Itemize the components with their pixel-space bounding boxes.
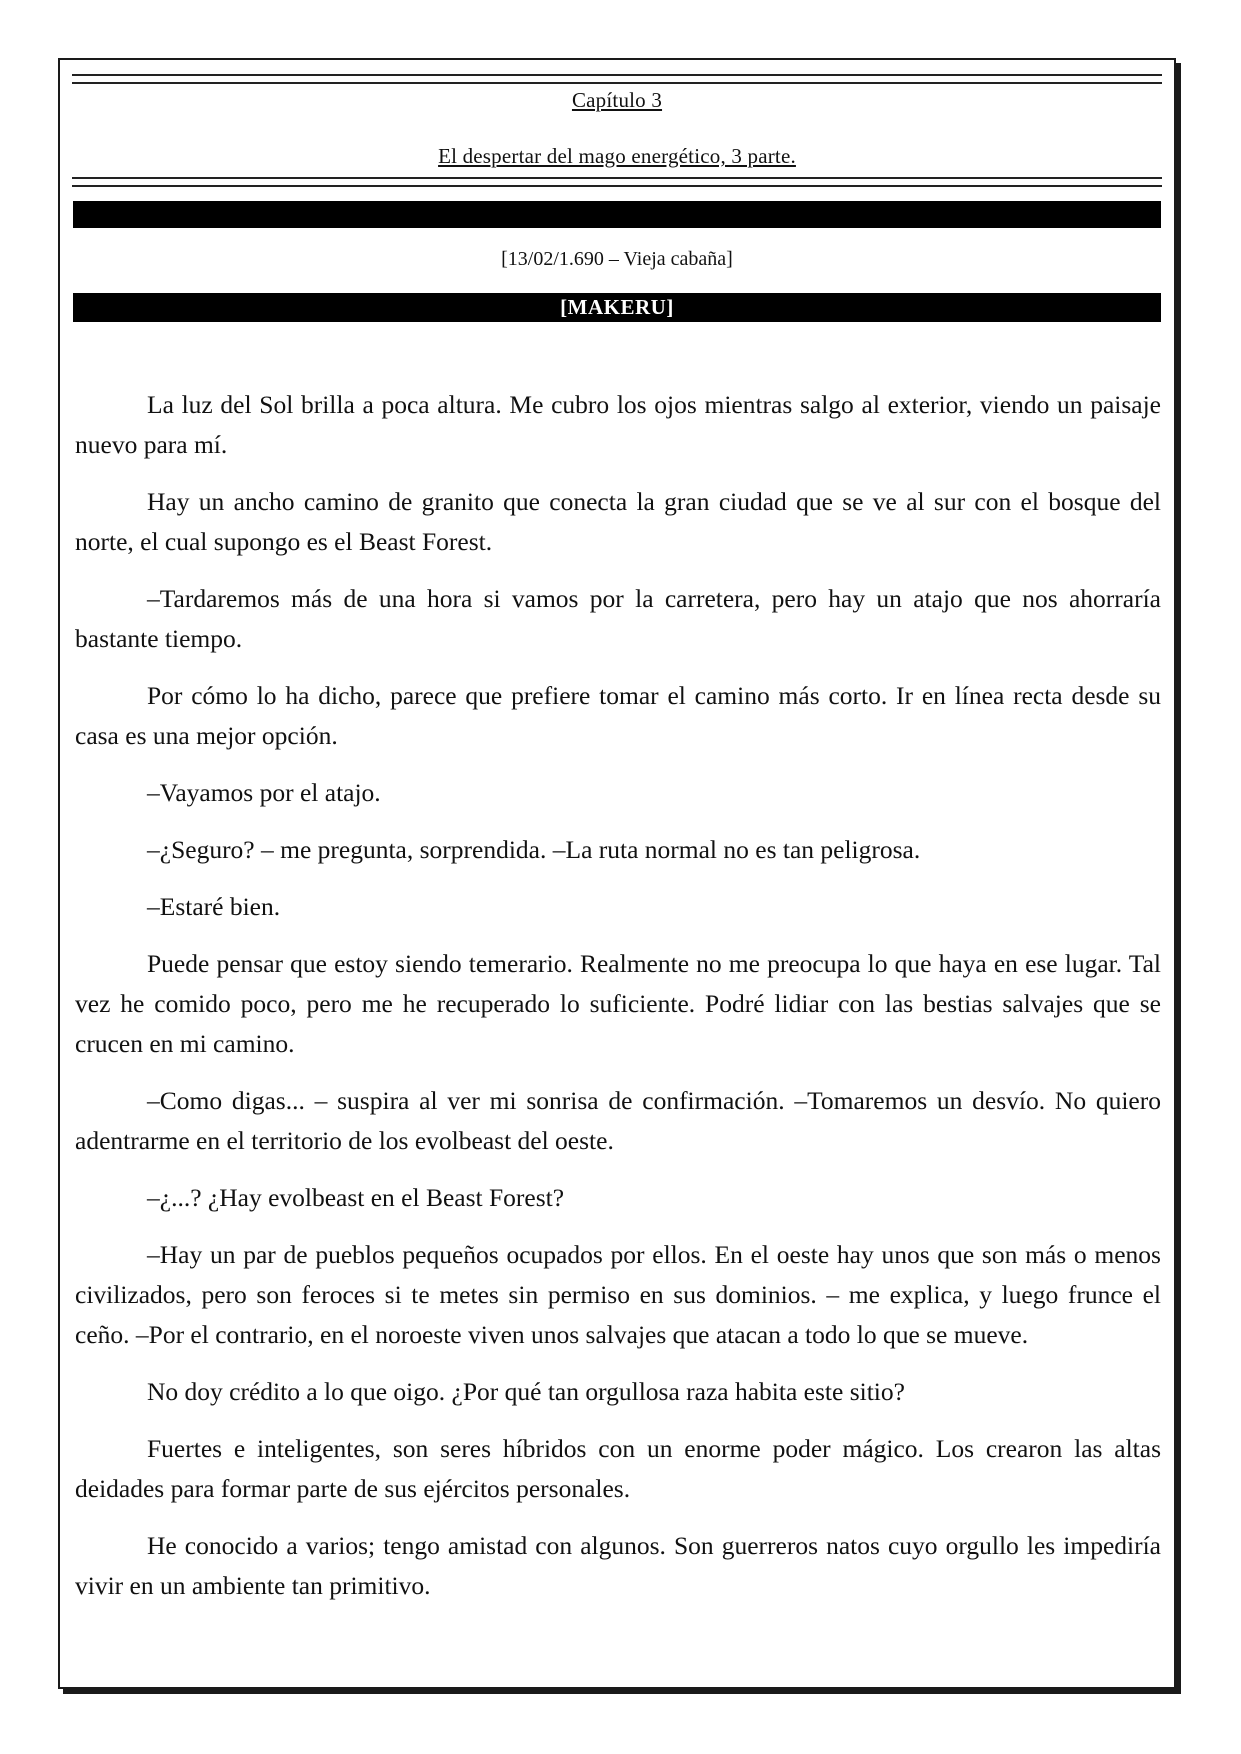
paragraph: –Vayamos por el atajo. [147,778,381,807]
paragraph: No doy crédito a lo que oigo. ¿Por qué tan orgullosa raza habita este sitio? [147,1377,905,1406]
paragraph: Puede pensar que estoy siendo temerario. Realmente no me preocupa lo que haya en ese lugar. Tal vez he comido poco, pero me he recuperado lo suficiente. Podré lidiar con las bestias salvajes que se crucen en mi camino. [75,949,1161,1058]
scene-divider-bar [73,201,1161,228]
pov-label-bar: [MAKERU] [73,293,1161,322]
scene-date-location: [13/02/1.690 – Vieja cabaña] [501,248,733,270]
chapter-subtitle: El despertar del mago energético, 3 parte. [438,144,796,168]
page-frame [58,58,1176,1689]
paragraph: –Estaré bien. [147,892,281,921]
paragraph: Por cómo lo ha dicho, parece que prefiere tomar el camino más corto. Ir en línea recta desde su casa es una mejor opción. [75,681,1161,750]
paragraph: –Hay un par de pueblos pequeños ocupados por ellos. En el oeste hay unos que son más o menos civilizados, pero son feroces si te metes sin permiso en sus dominios. – me explica, y luego frunce el ceño. –Por el contrario, en el noroeste viven unos salvajes que atacan a todo lo que se mueve. [75,1240,1161,1349]
paragraph: –¿...? ¿Hay evolbeast en el Beast Forest? [147,1183,565,1212]
paragraph: –¿Seguro? – me pregunta, sorprendida. –La ruta normal no es tan peligrosa. [147,835,921,864]
paragraph: –Como digas... – suspira al ver mi sonrisa de confirmación. –Tomaremos un desvío. No quiero adentrarme en el territorio de los evolbeast del oeste. [75,1086,1161,1155]
paragraph: –Tardaremos más de una hora si vamos por la carretera, pero hay un atajo que nos ahorraría bastante tiempo. [75,584,1161,653]
paragraph: Fuertes e inteligentes, son seres híbridos con un enorme poder mágico. Los crearon las altas deidades para formar parte de sus ejércitos personales. [75,1434,1161,1503]
paragraph: Hay un ancho camino de granito que conecta la gran ciudad que se ve al sur con el bosque del norte, el cual supongo es el Beast Forest. [75,487,1161,556]
paragraph: La luz del Sol brilla a poca altura. Me cubro los ojos mientras salgo al exterior, viendo un paisaje nuevo para mí. [75,390,1161,459]
top-double-rule [72,74,1162,84]
chapter-title: Capítulo 3 [571,88,663,112]
header-double-rule [72,177,1162,187]
body-text [75,385,1161,1623]
paragraph: He conocido a varios; tengo amistad con algunos. Son guerreros natos cuyo orgullo les impediría vivir en un ambiente tan primitivo. [75,1531,1161,1600]
